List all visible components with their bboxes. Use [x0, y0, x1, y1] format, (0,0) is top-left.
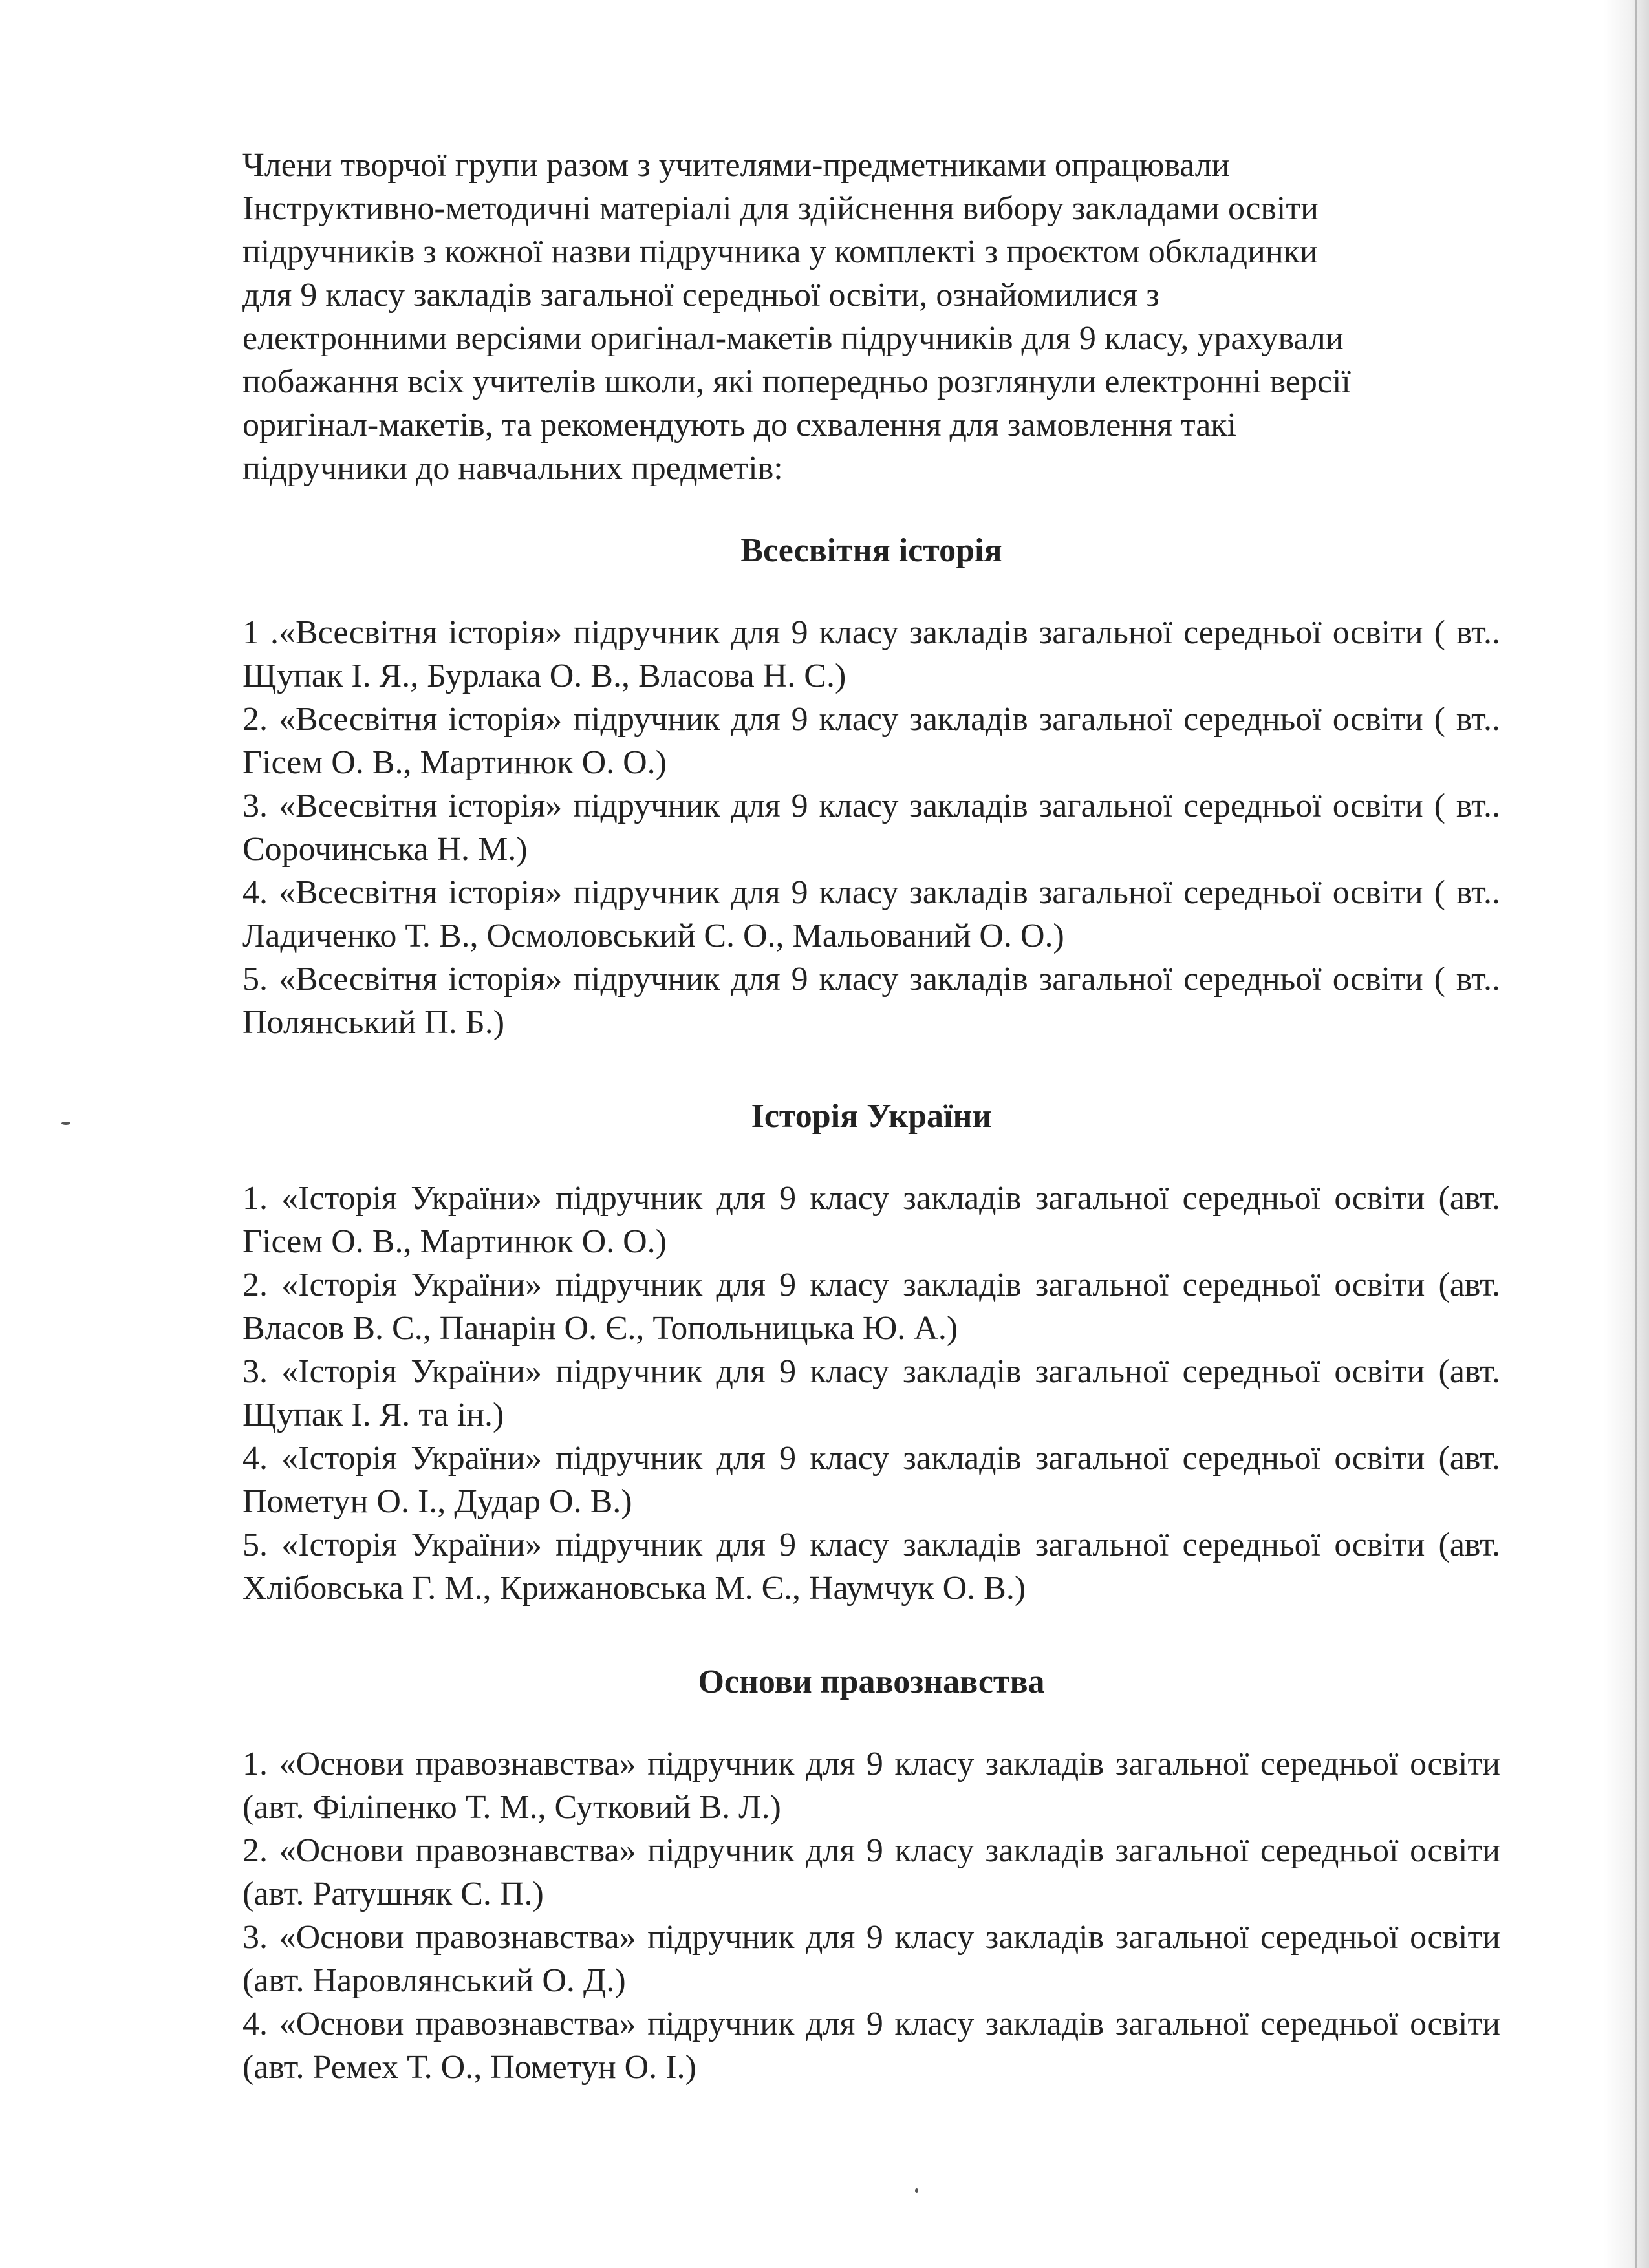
scan-speck [61, 1122, 70, 1125]
list-item: 5. «Всесвітня історія» підручник для 9 класу закладів загальної середньої освіти ( вт.. Полянський П. Б.) [242, 961, 1500, 1041]
intro-paragraph: Члени творчої групи разом з учителями-предметниками опрацювали Інструктивно-методичні матеріалі для здійснення вибору закладами освіти підручників з кожної назви підручника у комплекті з проєктом обкладинки для 9 класу закладів загальної середньої освіти, ознайомилися з електронними версіями оригінал-макетів підручників для 9 класу, урахували побажання всіх учителів школи, які попередньо розглянули електронні версії оригінал-макетів, та рекомендують до схвалення для замовлення такі підручники до навчальних предметів: [242, 147, 1351, 487]
list-item: 2. «Всесвітня історія» підручник для 9 класу закладів загальної середньої освіти ( вт.. Гісем О. В., Мартинюк О. О.) [242, 701, 1500, 781]
list-item: 3. «Всесвітня історія» підручник для 9 класу закладів загальної середньої освіти ( вт.. Сорочинська Н. М.) [242, 787, 1500, 868]
list-item: 4. «Основи правознавства» підручник для 9 класу закладів загальної середньої освіти (авт. Ремех Т. О., Пометун О. І.) [242, 2006, 1500, 2086]
scan-edge-shadow [1604, 0, 1649, 2268]
textbook-list [242, 1742, 1500, 2089]
scan-edge-line [1635, 0, 1637, 2268]
list-item: 1 .«Всесвітня історія» підручник для 9 класу закладів загальної середньої освіти ( вт.. Щупак І. Я., Бурлака О. В., Власова Н. С.) [242, 614, 1500, 694]
list-item: 2. «Основи правознавства» підручник для 9 класу закладів загальної середньої освіти (авт. Ратушняк С. П.) [242, 1832, 1500, 1912]
section-title: Всесвітня історія [740, 532, 1002, 569]
document-body [242, 144, 1500, 2089]
section-ukraine-history [242, 1095, 1500, 1610]
list-item: 2. «Історія України» підручник для 9 класу закладів загальної середньої освіти (авт. Власов В. С., Панарін О. Є., Топольницька Ю. А.) [242, 1267, 1500, 1347]
list-item: 4. «Всесвітня історія» підручник для 9 класу закладів загальної середньої освіти ( вт.. Ладиченко Т. В., Осмоловський С. О., Мальований О. О.) [242, 874, 1500, 954]
section-world-history [242, 529, 1500, 1044]
section-title: Основи правознавства [698, 1664, 1045, 1700]
section-law-basics [242, 1660, 1500, 2089]
list-item: 4. «Історія України» підручник для 9 класу закладів загальної середньої освіти (авт. Пометун О. І., Дудар О. В.) [242, 1440, 1500, 1520]
section-title: Історія України [751, 1098, 992, 1135]
list-item: 3. «Історія України» підручник для 9 класу закладів загальної середньої освіти (авт. Щупак І. Я. та ін.) [242, 1353, 1500, 1433]
scan-speck [915, 2188, 918, 2193]
list-item: 5. «Історія України» підручник для 9 класу закладів загальної середньої освіти (авт. Хлібовська Г. М., Крижановська М. Є., Наумчук О. В.) [242, 1526, 1500, 1607]
textbook-list [242, 1177, 1500, 1610]
list-item: 1. «Історія України» підручник для 9 класу закладів загальної середньої освіти (авт. Гісем О. В., Мартинюк О. О.) [242, 1180, 1500, 1260]
list-item: 1. «Основи правознавства» підручник для 9 класу закладів загальної середньої освіти (авт. Філіпенко Т. М., Сутковий В. Л.) [242, 1746, 1500, 1826]
list-item: 3. «Основи правознавства» підручник для 9 класу закладів загальної середньої освіти (авт. Наровлянський О. Д.) [242, 1919, 1500, 1999]
textbook-list [242, 611, 1500, 1044]
